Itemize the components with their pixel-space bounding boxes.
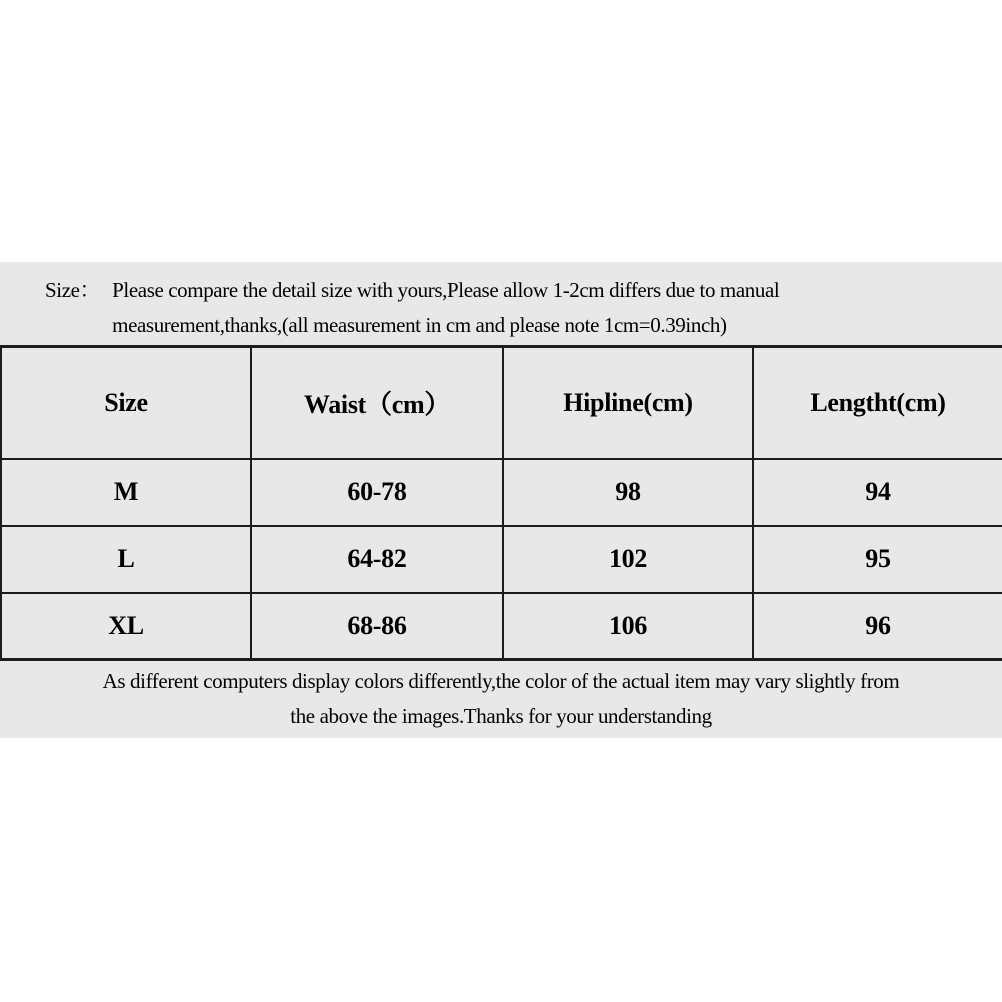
size-table-header-row — [1, 347, 1002, 459]
color-note-line-1: As different computers display colors differently,the color of the actual item may vary slightly from — [102, 669, 900, 693]
size-row-xl — [1, 593, 1002, 660]
size-table — [0, 345, 1002, 661]
cell-size-m: M — [1, 459, 251, 526]
column-header-length: Lengtht(cm) — [753, 347, 1002, 459]
size-row-l — [1, 526, 1002, 593]
column-header-waist: Waist（cm） — [251, 347, 503, 459]
cell-hipline-xl: 106 — [503, 593, 753, 660]
size-note — [0, 262, 1002, 345]
column-header-hipline: Hipline(cm) — [503, 347, 753, 459]
cell-waist-xl: 68-86 — [251, 593, 503, 660]
color-note-line-2: the above the images.Thanks for your understanding — [290, 704, 712, 728]
cell-size-l: L — [1, 526, 251, 593]
cell-length-xl: 96 — [753, 593, 1002, 660]
color-disclaimer-note — [0, 661, 1002, 734]
cell-length-m: 94 — [753, 459, 1002, 526]
cell-waist-m: 60-78 — [251, 459, 503, 526]
cell-hipline-m: 98 — [503, 459, 753, 526]
size-chart-panel — [0, 262, 1002, 738]
column-header-size: Size — [1, 347, 251, 459]
size-row-m — [1, 459, 1002, 526]
size-note-line-1: Please compare the detail size with yours,Please allow 1-2cm differs due to manual — [112, 278, 780, 302]
cell-waist-l: 64-82 — [251, 526, 503, 593]
cell-hipline-l: 102 — [503, 526, 753, 593]
cell-size-xl: XL — [1, 593, 251, 660]
cell-length-l: 95 — [753, 526, 1002, 593]
size-note-line-2: measurement,thanks,(all measurement in cm and please note 1cm=0.39inch) — [112, 313, 727, 337]
size-note-text — [112, 273, 962, 343]
size-note-label: Size： — [45, 278, 101, 302]
